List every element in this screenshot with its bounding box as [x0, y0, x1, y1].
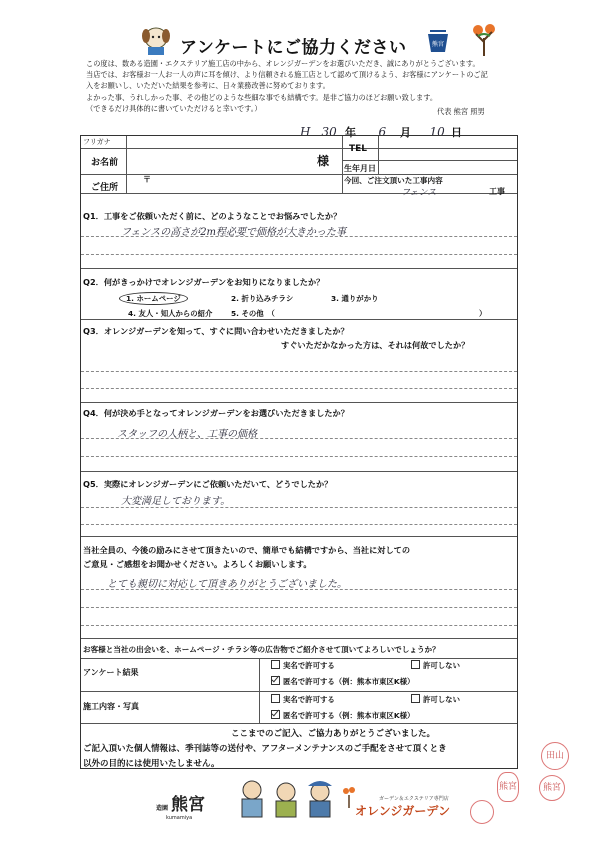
svg-text:熊宮: 熊宮 — [431, 41, 445, 48]
postal-mark: 〒 — [143, 175, 151, 184]
checkmark-icon[interactable] — [271, 710, 280, 719]
orange-tree-small-icon — [342, 786, 356, 808]
survey-deny-checkbox[interactable]: 許可しない — [411, 660, 460, 671]
seal-stamp — [470, 800, 494, 824]
photo-deny-checkbox[interactable]: 許可しない — [411, 694, 460, 705]
q2-option-homepage[interactable]: 1. ホームページ — [119, 292, 188, 305]
q3-question: Q3．オレンジガーデンを知って、すぐに問い合わせいただきましたか？ — [83, 326, 349, 336]
q5-question: Q5．実際にオレンジガーデンにご依頼いただいて、どうでしたか？ — [83, 479, 333, 489]
thanks-text: ここまでのご記入、ご協力ありがとうございました。 — [231, 729, 436, 739]
work-suffix: 工事 — [489, 187, 505, 196]
checkbox-icon[interactable] — [271, 660, 280, 669]
work-photo-label: 施工内容・写真 — [83, 702, 139, 711]
representative: 代表 熊宮 照男 — [437, 107, 485, 116]
address-label: ご住所 — [91, 183, 119, 193]
staff-request-line1: 当社全員の、今後の励みにさせて頂きたいので、簡単でも結構ですから、当社に対しての — [83, 545, 411, 555]
name-field[interactable] — [127, 149, 315, 173]
birthday-label: 生年月日 — [344, 164, 376, 173]
permission-question: お客様と当社の出会いを、ホームページ・チラシ等の広告物でご紹介させて頂いてよろしいでしょうか？ — [83, 645, 440, 654]
q1-question: Q1．工事をご依頼いただく前に、どのようなことでお悩みでしたか？ — [83, 211, 342, 221]
q5-answer[interactable]: 大変満足しております。 — [121, 496, 231, 507]
survey-result-label: アンケート結果 — [83, 668, 139, 677]
sama-label: 様 — [317, 154, 330, 168]
seal-stamp: 熊宮 — [539, 775, 565, 801]
staff-request-line2: ご意見・ご感想をお聞かせください。よろしくお願いします。 — [83, 559, 312, 569]
work-content-value[interactable]: フェンス — [401, 188, 437, 198]
staff-comment-answer[interactable]: とても親切に対応して頂きありがとうございました。 — [107, 579, 347, 590]
checkbox-icon[interactable] — [411, 660, 420, 669]
orange-tree-icon — [468, 22, 502, 58]
q3-subquestion: すぐいただかなかった方は、それは何故でしたか？ — [281, 340, 470, 350]
mascot-icon — [138, 24, 174, 56]
tel-label: TEL — [349, 144, 368, 154]
q2-option-passing[interactable]: 3. 通りがかり — [331, 294, 379, 303]
q2-option-other[interactable]: 5. その他 （ — [231, 309, 275, 318]
staff-illustration-icon — [232, 776, 344, 820]
orange-garden-logo: ガーデン＆エクステリア専門店 オレンジガーデン — [355, 796, 451, 818]
work-content-label: 今回、ご注文頂いた工事内容 — [344, 176, 443, 185]
seal-stamp: 熊宮 — [497, 772, 519, 802]
q2-option-other-close: ） — [479, 309, 487, 318]
seal-stamp: 田山 — [541, 742, 569, 770]
page-title: アンケートにご協力ください — [180, 38, 407, 58]
name-label: お名前 — [91, 158, 119, 168]
privacy-line1: ご記入頂いた個人情報は、季刊誌等の送付や、アフターメンテナンスのご手配をさせて頂くとき — [83, 744, 447, 754]
photo-real-name-checkbox[interactable]: 実名で許可する — [271, 694, 335, 705]
q4-answer[interactable]: スタッフの人柄と、工事の価格 — [117, 429, 257, 440]
furigana-label: フリガナ — [83, 138, 111, 146]
privacy-line2: 以外の目的には使用いたしません。 — [83, 759, 220, 769]
survey-anonymous-checkbox[interactable]: 匿名で許可する（例：熊本市東区K様） — [271, 676, 414, 687]
q2-option-flyer[interactable]: 2. 折り込みチラシ — [231, 294, 294, 303]
q2-question: Q2．何がきっかけでオレンジガーデンをお知りになりましたか？ — [83, 277, 325, 287]
q2-option-referral[interactable]: 4. 友人・知人からの紹介 — [128, 309, 213, 318]
survey-real-name-checkbox[interactable]: 実名で許可する — [271, 660, 335, 671]
kumamiya-logo: 造園 熊宮 kumamiya — [156, 795, 206, 821]
kumamiya-badge-icon — [425, 24, 451, 56]
survey-form — [80, 135, 518, 769]
photo-anonymous-checkbox[interactable]: 匿名で許可する（例：熊本市東区K様） — [271, 710, 414, 721]
date-field[interactable]: H 30 年 6 月 10 日 — [300, 125, 462, 139]
checkbox-icon[interactable] — [411, 694, 420, 703]
intro-text: この度は、数ある造園・エクステリア施工店の中から、オレンジガーデンをお選びいただき、誠にありがとうございます。 当店では、お客様お一人お一人の声に耳を傾け、より信頼される施工店として認めて頂けるよう、お客様にアンケートのご記 入をお願いし、いただいた結果を参考に、日々業務改善に努めております。 よかった事、うれしかった事、その他どのような些細な事でも結構です。是非ご協力のほどお願い致します。 （できるだけ具体的に書いていただけると幸いです。） — [86, 59, 488, 113]
q4-question: Q4．何が決め手となってオレンジガーデンをお選びいただきましたか？ — [83, 408, 349, 418]
q1-answer[interactable]: フェンスの高さが2m程必要で価格が大きかった事 — [121, 227, 347, 238]
checkbox-icon[interactable] — [271, 694, 280, 703]
checkmark-icon[interactable] — [271, 676, 280, 685]
